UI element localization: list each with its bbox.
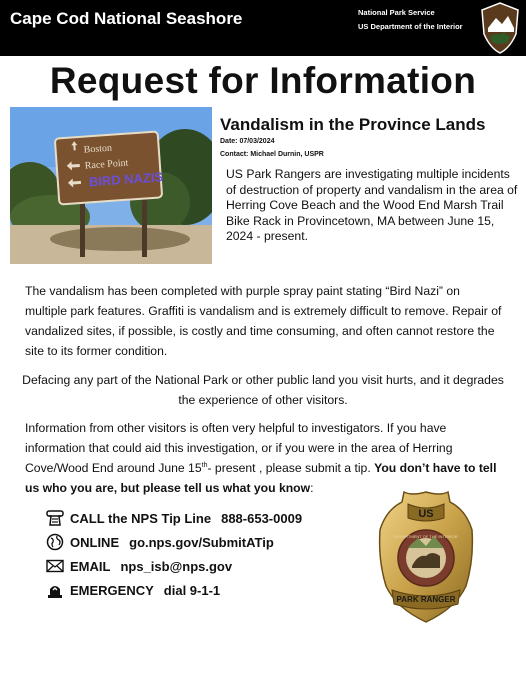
incident-heading: Vandalism in the Province Lands — [220, 115, 486, 134]
page-title: Request for Information — [49, 60, 477, 101]
sign-text-boston: Boston — [83, 142, 113, 156]
incident-summary: US Park Rangers are investigating multiple incidents of destruction of property and vandalism in the area of Herring Cove Beach and the Wood End Marsh Trail Bike Rack in Provincetown, MA between June 15, 2024 - present. — [226, 167, 518, 243]
agency-block — [358, 6, 463, 34]
badge-ribbon-text: PARK RANGER — [396, 595, 456, 604]
contact-online-link[interactable]: go.nps.gov/SubmitATip — [129, 534, 274, 550]
site-title: Cape Cod National Seashore — [10, 9, 243, 28]
contact-emergency-label: EMERGENCY — [70, 582, 154, 598]
contact-phone-label: CALL the NPS Tip Line — [70, 510, 212, 526]
park-ranger-badge-icon — [378, 490, 474, 624]
contact-online-label: ONLINE — [70, 534, 120, 550]
contact-emergency[interactable] — [46, 578, 302, 602]
emergency-light-icon — [46, 581, 64, 599]
department-name: US Department of the Interior — [358, 22, 463, 31]
contact-emergency-value[interactable]: dial 9-1-1 — [163, 582, 221, 598]
contact-email[interactable] — [46, 554, 302, 578]
contact-phone[interactable] — [46, 506, 302, 530]
defacing-statement: Defacing any part of the National Park or other public land you visit hurts, and it degrades the experience of other visitors. — [22, 373, 504, 407]
globe-icon — [46, 533, 64, 551]
badge-ring-text: DEPARTMENT OF THE INTERIOR — [394, 534, 458, 539]
tip-request-text: Information from other visitors is often very helpful to investigators. If you have information that could aid this investigation, or if you were in the area of Herring Cove/Wood End around June 15 — [25, 421, 453, 475]
contact-email-label: EMAIL — [70, 558, 111, 574]
badge-us-text: US — [418, 508, 434, 520]
incident-contact: Contact: Michael Durnin, USPR — [220, 151, 324, 158]
incident-date: Date: 07/03/2024 — [220, 138, 275, 145]
vandalism-description: The vandalism has been completed with purple spray paint stating “Bird Nazi” on multiple park features. Graffiti is vandalism and is extremely difficult to remove. Repair of vandalized sites, if possible, is costly and time consuming, and often cannot restore the site to its former condition. — [25, 284, 502, 358]
vandalized-sign-photo — [10, 107, 212, 264]
envelope-icon — [46, 557, 64, 575]
nps-arrowhead-logo-icon — [480, 2, 520, 54]
sign-text-race-point: Race Point — [84, 157, 129, 172]
anonymous-tip-note: You don’t have to tell us who you are, but please tell us what you know — [25, 461, 497, 495]
tip-request-end: : — [310, 481, 314, 495]
tip-request-paragraph — [25, 418, 505, 498]
contact-list — [46, 506, 302, 602]
contact-email-link[interactable]: nps_isb@nps.gov — [120, 558, 233, 574]
tip-request-text-cont: - present , please submit a tip. — [207, 461, 375, 475]
header-bar — [0, 0, 526, 56]
ordinal-suffix: th — [201, 461, 208, 469]
graffiti-text: BIRD NAZIS — [88, 169, 164, 190]
telephone-icon — [46, 509, 64, 527]
contact-phone-value[interactable]: 888-653-0009 — [221, 510, 303, 526]
agency-name: National Park Service — [358, 8, 435, 17]
contact-online[interactable] — [46, 530, 302, 554]
